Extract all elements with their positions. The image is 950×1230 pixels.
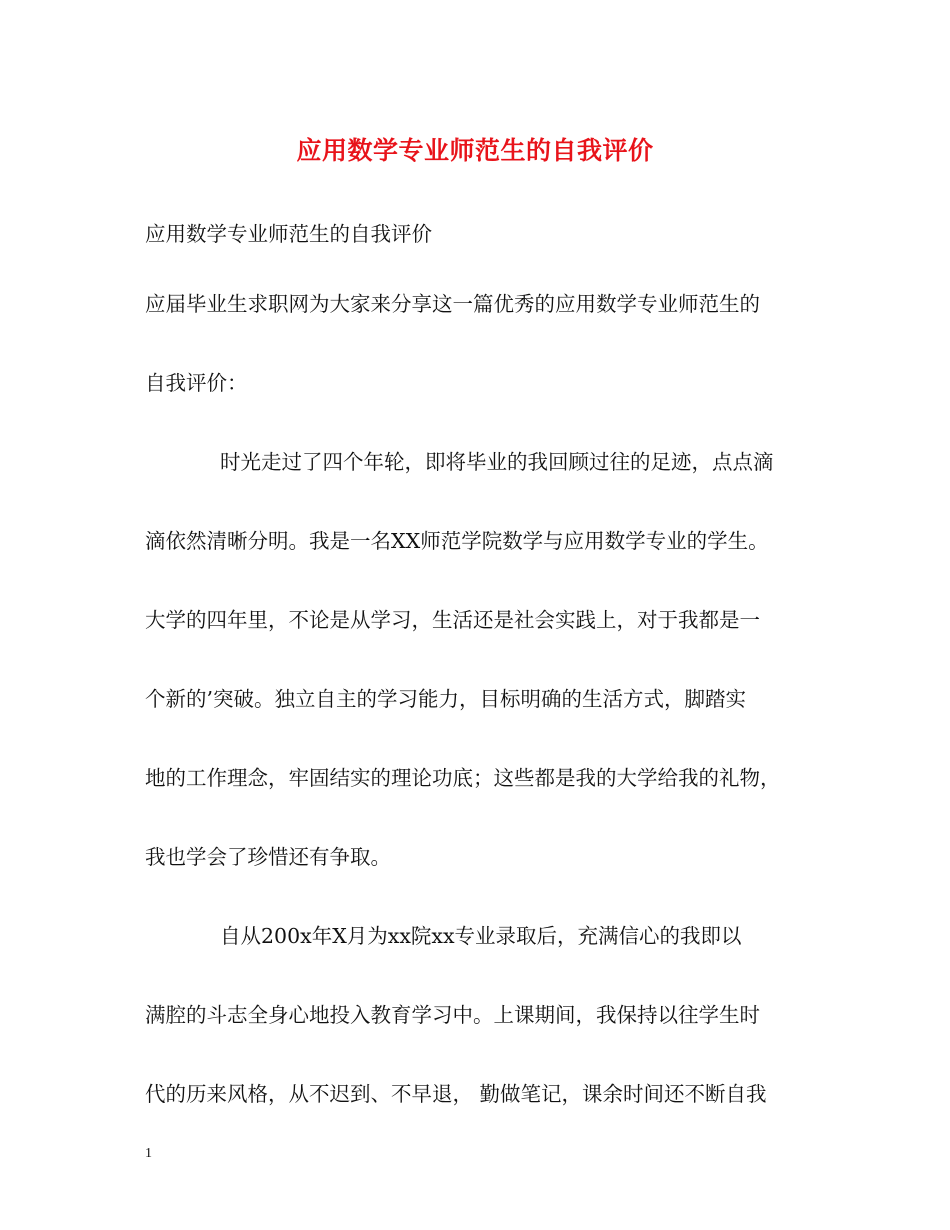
paragraph-line: 个新的’突破。独立自主的学习能力，目标明确的生活方式，脚踏实	[145, 687, 747, 711]
intro-line: 应届毕业生求职网为大家来分享这一篇优秀的应用数学专业师范生的	[145, 292, 760, 316]
intro-line: 自我评价：	[145, 371, 248, 395]
subtitle-line: 应用数学专业师范生的自我评价	[145, 222, 432, 246]
paragraph-line: 滴依然清晰分明。我是一名XX师范学院数学与应用数学专业的学生。	[145, 529, 769, 553]
paragraph-line: 时光走过了四个年轮，即将毕业的我回顾过往的足迹，点点滴	[220, 450, 774, 474]
paragraph-line: 自从200x年X月为xx院xx专业录取后，充满信心的我即以	[220, 924, 742, 948]
page-number: 1	[145, 1146, 152, 1161]
paragraph-line: 代的历来风格，从不迟到、不早退， 勤做笔记，课余时间还不断自我	[145, 1082, 767, 1106]
paragraph-line: 我也学会了珍惜还有争取。	[145, 845, 391, 869]
paragraph-line: 满腔的斗志全身心地投入教育学习中。上课期间，我保持以往学生时	[145, 1003, 760, 1027]
document-title: 应用数学专业师范生的自我评价	[296, 136, 654, 165]
document-body	[145, 216, 815, 1112]
paragraph-line: 地的工作理念，牢固结实的理论功底；这些都是我的大学给我的礼物，	[145, 766, 781, 790]
paragraph-line: 大学的四年里，不论是从学习，生活还是社会实践上，对于我都是一	[145, 608, 760, 632]
